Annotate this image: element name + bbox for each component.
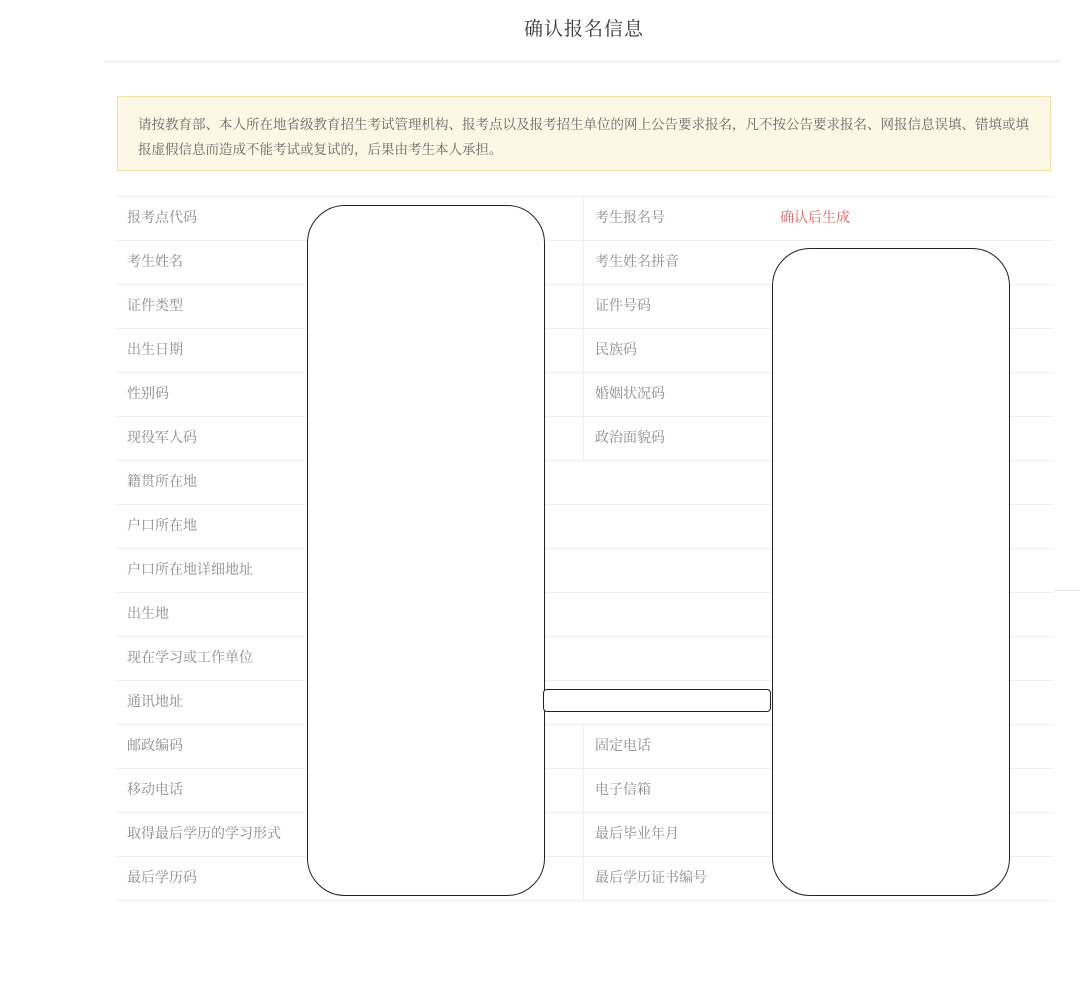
field-label: 考生姓名拼音 — [595, 254, 679, 270]
field-label: 现在学习或工作单位 — [127, 650, 253, 666]
field-value: 确认后生成 — [780, 210, 850, 226]
field-label: 最后毕业年月 — [595, 826, 679, 842]
cell-divider — [583, 329, 584, 372]
field-label: 通讯地址 — [127, 694, 183, 710]
field-label: 民族码 — [595, 342, 637, 358]
cell-divider — [583, 285, 584, 328]
field-label: 考生报名号 — [595, 210, 665, 226]
field-label: 电子信箱 — [595, 782, 651, 798]
field-label: 最后学历码 — [127, 870, 197, 886]
cell-divider — [583, 417, 584, 460]
field-label: 户口所在地 — [127, 518, 197, 534]
field-label: 证件类型 — [127, 298, 183, 314]
title-divider — [104, 60, 1060, 63]
redaction-left — [307, 205, 545, 896]
cell-divider — [583, 241, 584, 284]
field-label: 报考点代码 — [127, 210, 197, 226]
notice-text: 请按教育部、本人所在地省级教育招生考试管理机构、报考点以及报考招生单位的网上公告要求报名，凡不按公告要求报名、网报信息误填、错填或填报虚假信息而造成不能考试或复试的，后果由考生本人承担。 — [138, 117, 1029, 158]
field-label: 证件号码 — [595, 298, 651, 314]
field-label: 取得最后学历的学习形式 — [127, 826, 281, 842]
cell-divider — [583, 857, 584, 900]
field-label: 邮政编码 — [127, 738, 183, 754]
notice-banner — [117, 96, 1051, 171]
field-label: 现役军人码 — [127, 430, 197, 446]
page-title: 确认报名信息 — [523, 18, 644, 40]
cell-divider — [583, 813, 584, 856]
field-label: 籍贯所在地 — [127, 474, 197, 490]
cell-divider — [583, 197, 584, 240]
field-label: 婚姻状况码 — [595, 386, 665, 402]
edge-line — [1054, 590, 1080, 591]
redaction-right — [772, 248, 1010, 896]
field-label: 出生日期 — [127, 342, 183, 358]
field-label: 政治面貌码 — [595, 430, 665, 446]
table-row — [117, 197, 1052, 241]
redaction-bridge — [543, 689, 771, 712]
field-label: 性别码 — [127, 386, 169, 402]
cell-divider — [583, 725, 584, 768]
field-label: 户口所在地详细地址 — [127, 562, 253, 578]
field-label: 移动电话 — [127, 782, 183, 798]
field-label: 考生姓名 — [127, 254, 183, 270]
cell-divider — [583, 769, 584, 812]
field-label: 固定电话 — [595, 738, 651, 754]
field-label: 出生地 — [127, 606, 169, 622]
cell-divider — [583, 373, 584, 416]
field-label: 最后学历证书编号 — [595, 870, 707, 886]
